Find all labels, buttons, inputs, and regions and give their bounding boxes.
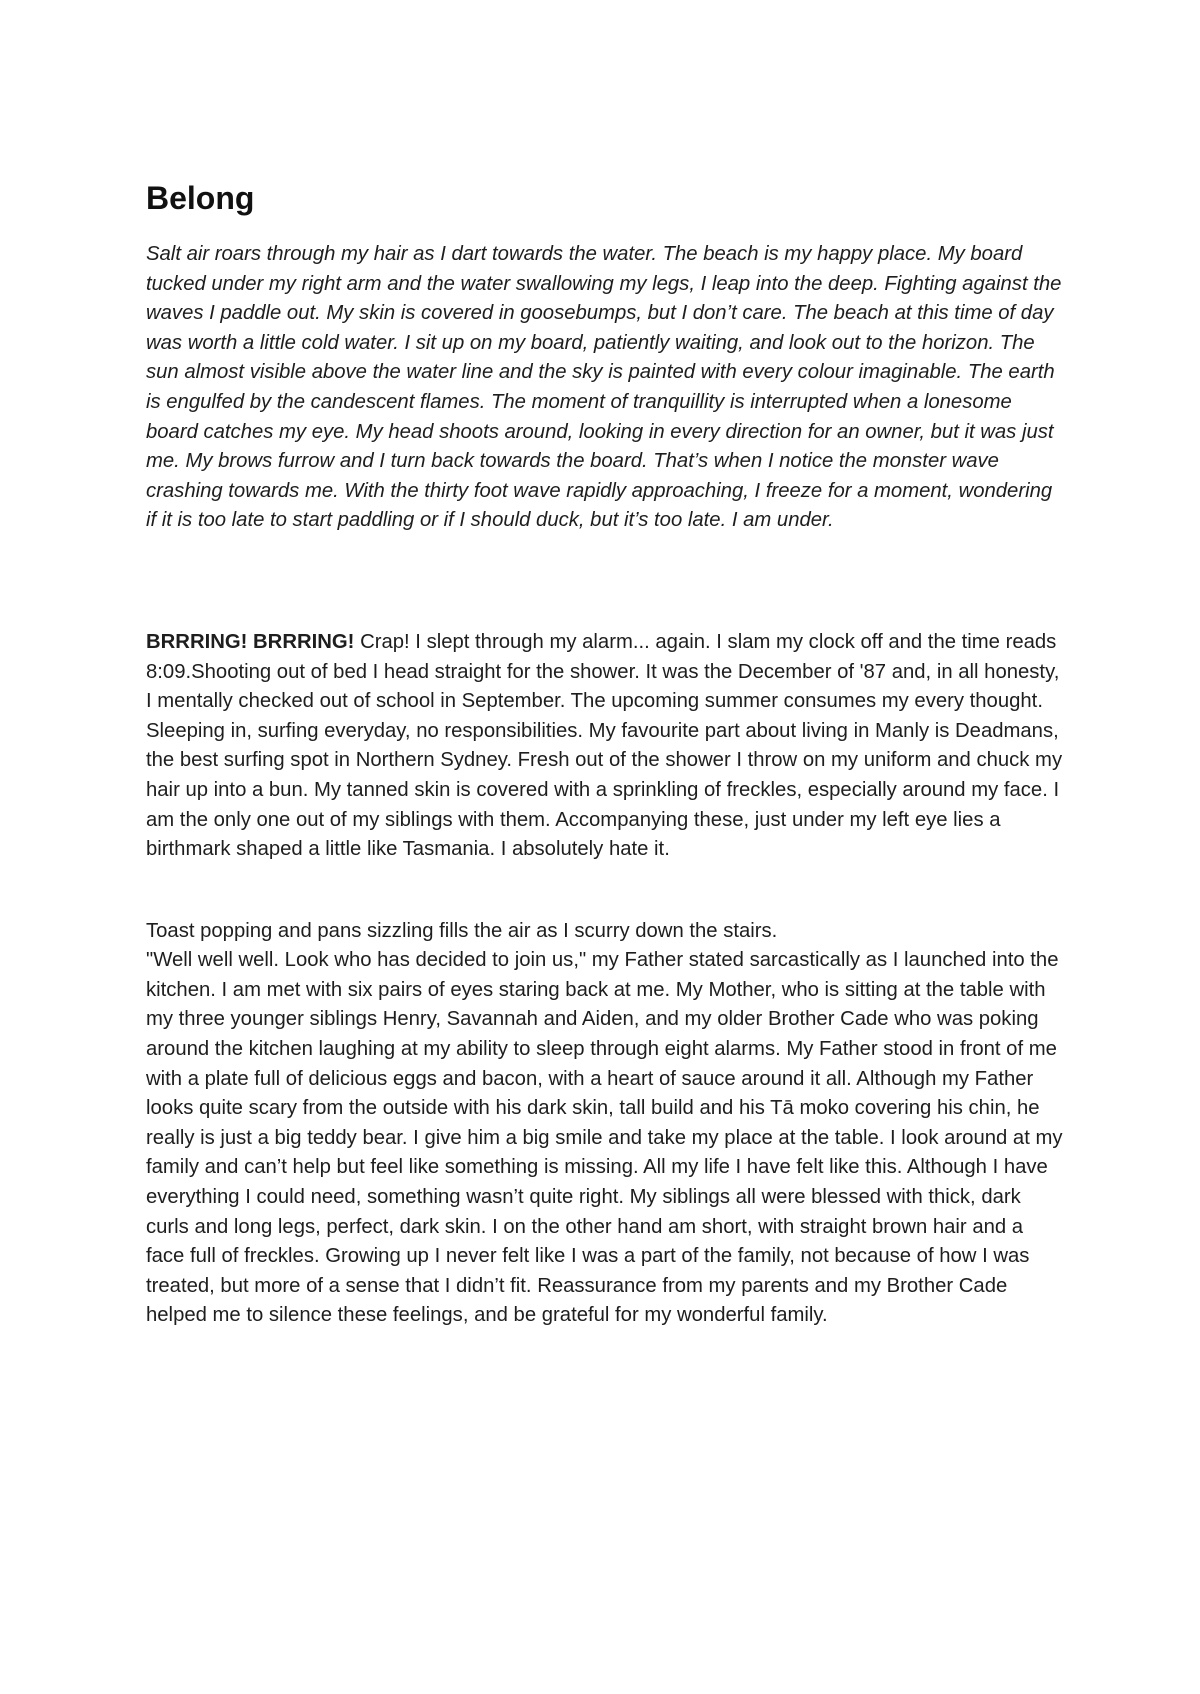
paragraph-alarm-text: Crap! I slept through my alarm... again. I slam my clock off and the time reads 8:09.Shooting out of bed I head straight for the shower. It was the December of '87 and, in all honesty, I mentally checked out of school in September. The upcoming summer consumes my every thought. Sleeping in, surfing everyday, no responsibilities. My favourite part about living in Manly is Deadmans, the best surfing spot in Northern Sydney. Fresh out of the shower I throw on my uniform and chuck my hair up into a bun. My tanned skin is covered with a sprinkling of freckles, especially around my face. I am the only one out of my siblings with them. Accompanying these, just under my left eye lies a birthmark shaped a little like Tasmania. I absolutely hate it.	[146, 630, 1063, 861]
paragraph-kitchen	[146, 917, 1066, 1331]
paragraph-kitchen-first-line: Toast popping and pans sizzling fills the air as I scurry down the stairs.	[146, 919, 778, 942]
document-title: Belong	[146, 180, 255, 216]
paragraph-kitchen-text: "Well well well. Look who has decided to join us," my Father stated sarcastically as I launched into the kitchen. I am met with six pairs of eyes staring back at me. My Mother, who is sitting at the table with my three younger siblings Henry, Savannah and Aiden, and my older Brother Cade who was poking around the kitchen laughing at my ability to sleep through eight alarms. My Father stood in front of me with a plate full of delicious eggs and bacon, with a heart of sauce around it all. Although my Father looks quite scary from the outside with his dark skin, tall build and his Tā moko covering his chin, he really is just a big teddy bear. I give him a big smile and take my place at the table. I look around at my family and can’t help but feel like something is missing. All my life I have felt like this. Although I have everything I could need, something wasn’t quite right. My siblings all were blessed with thick, dark curls and long legs, perfect, dark skin. I on the other hand am short, with straight brown hair and a face full of freckles. Growing up I never felt like I was a part of the family, not because of how I was treated, but more of a sense that I didn’t fit. Reassurance from my parents and my Brother Cade helped me to silence these feelings, and be grateful for my wonderful family.	[146, 949, 1063, 1327]
section-spacer	[146, 865, 1066, 917]
document-body	[146, 178, 1066, 1331]
alarm-sound-bold: BRRRING! BRRRING!	[146, 630, 355, 653]
section-spacer	[146, 536, 1066, 628]
paragraph-alarm	[146, 628, 1066, 865]
paragraph-intro-italic: Salt air roars through my hair as I dart towards the water. The beach is my happy place. My board tucked under my right arm and the water swallowing my legs, I leap into the deep. Fighting against the waves I paddle out. My skin is covered in goosebumps, but I don’t care. The beach at this time of day was worth a little cold water. I sit up on my board, patiently waiting, and look out to the horizon. The sun almost visible above the water line and the sky is painted with every colour imaginable. The earth is engulfed by the candescent flames. The moment of tranquillity is interrupted when a lonesome board catches my eye. My head shoots around, looking in every direction for an owner, but it was just me. My brows furrow and I turn back towards the board. That’s when I notice the monster wave crashing towards me. With the thirty foot wave rapidly approaching, I freeze for a moment, wondering if it is too late to start paddling or if I should duck, but it’s too late. I am under.	[146, 243, 1062, 532]
